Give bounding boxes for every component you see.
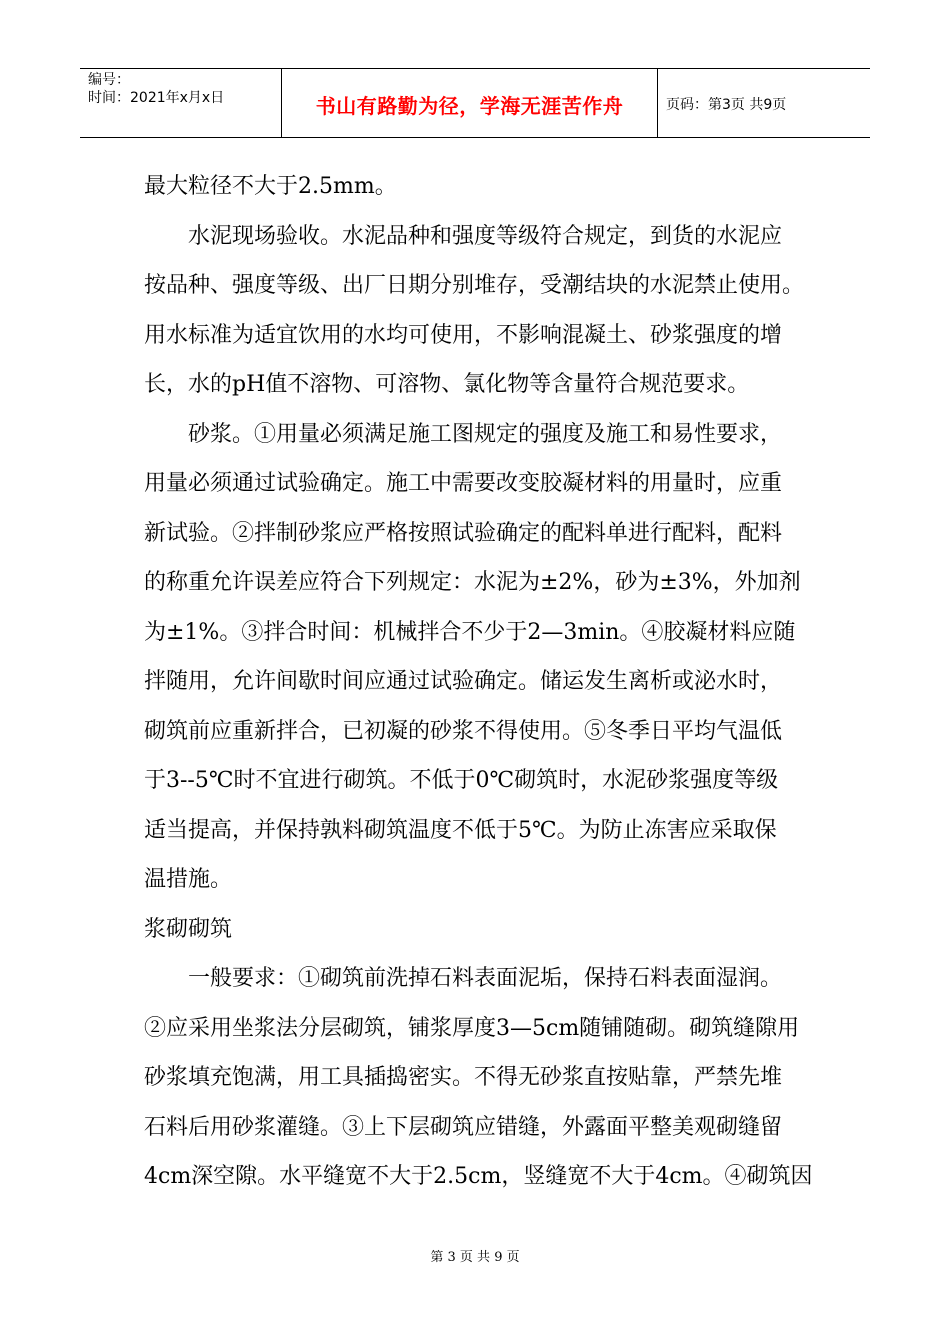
text-line: ②应采用坐浆法分层砌筑，铺浆厚度3—5cm随铺随砌。砌筑缝隙用 xyxy=(144,1015,800,1041)
text-line: 适当提高，并保持孰料砌筑温度不低于5℃。为防止冻害应采取保 xyxy=(144,817,777,843)
document-number-label: 编号： xyxy=(88,72,130,88)
text-line: 为±1%。③拌合时间：机械拌合不少于2—3min。④胶凝材料应随 xyxy=(144,619,796,645)
text-line: 用量必须通过试验确定。施工中需要改变胶凝材料的用量时，应重 xyxy=(144,471,783,496)
text-line: 拌随用，允许间歇时间应通过试验确定。储运发生离析或泌水时， xyxy=(144,669,783,694)
text-line: 砂浆填充饱满，用工具插捣密实。不得无砂浆直按贴靠，严禁先堆 xyxy=(144,1065,783,1090)
header-page-info: 页码：第3页 共9页 xyxy=(666,97,787,113)
page-header xyxy=(80,68,870,138)
header-meta xyxy=(80,69,282,137)
text-line: 砂浆。①用量必须满足施工图规定的强度及施工和易性要求， xyxy=(144,421,783,447)
text-line: 水泥现场验收。水泥品种和强度等级符合规定，到货的水泥应 xyxy=(144,223,783,249)
text-line: 4cm深空隙。水平缝宽不大于2.5cm，竖缝宽不大于4cm。④砌筑因 xyxy=(144,1164,813,1189)
text-line: 用水标准为适宜饮用的水均可使用，不影响混凝土、砂浆强度的增 xyxy=(144,322,783,348)
section-heading: 浆砌砌筑 xyxy=(144,916,233,942)
text-line: 砌筑前应重新拌合，已初凝的砂浆不得使用。⑤冬季日平均气温低 xyxy=(144,718,783,744)
header-motto: 书山有路勤为径，学海无涯苦作舟 xyxy=(282,69,658,137)
text-line: 温措施。 xyxy=(144,867,233,892)
document-time-label: 时间：2021年x月x日 xyxy=(88,90,225,106)
text-line: 于3--5℃时不宜进行砌筑。不低于0℃砌筑时，水泥砂浆强度等级 xyxy=(144,768,779,793)
text-line: 按品种、强度等级、出厂日期分别堆存，受潮结块的水泥禁止使用。 xyxy=(144,273,805,298)
text-line: 最大粒径不大于2.5mm。 xyxy=(144,174,397,199)
page-footer: 第 3 页 共 9 页 xyxy=(430,1250,520,1265)
text-line: 新试验。②拌制砂浆应严格按照试验确定的配料单进行配料，配料 xyxy=(144,520,783,546)
text-line: 石料后用砂浆灌缝。③上下层砌筑应错缝，外露面平整美观砌缝留 xyxy=(144,1114,783,1140)
text-line: 长，水的pH值不溶物、可溶物、氯化物等含量符合规范要求。 xyxy=(144,372,750,397)
document-body xyxy=(144,162,824,1202)
text-line: 一般要求：①砌筑前洗掉石料表面泥垢，保持石料表面湿润。 xyxy=(144,966,783,991)
text-line: 的称重允许误差应符合下列规定：水泥为±2%，砂为±3%，外加剂 xyxy=(144,570,801,595)
